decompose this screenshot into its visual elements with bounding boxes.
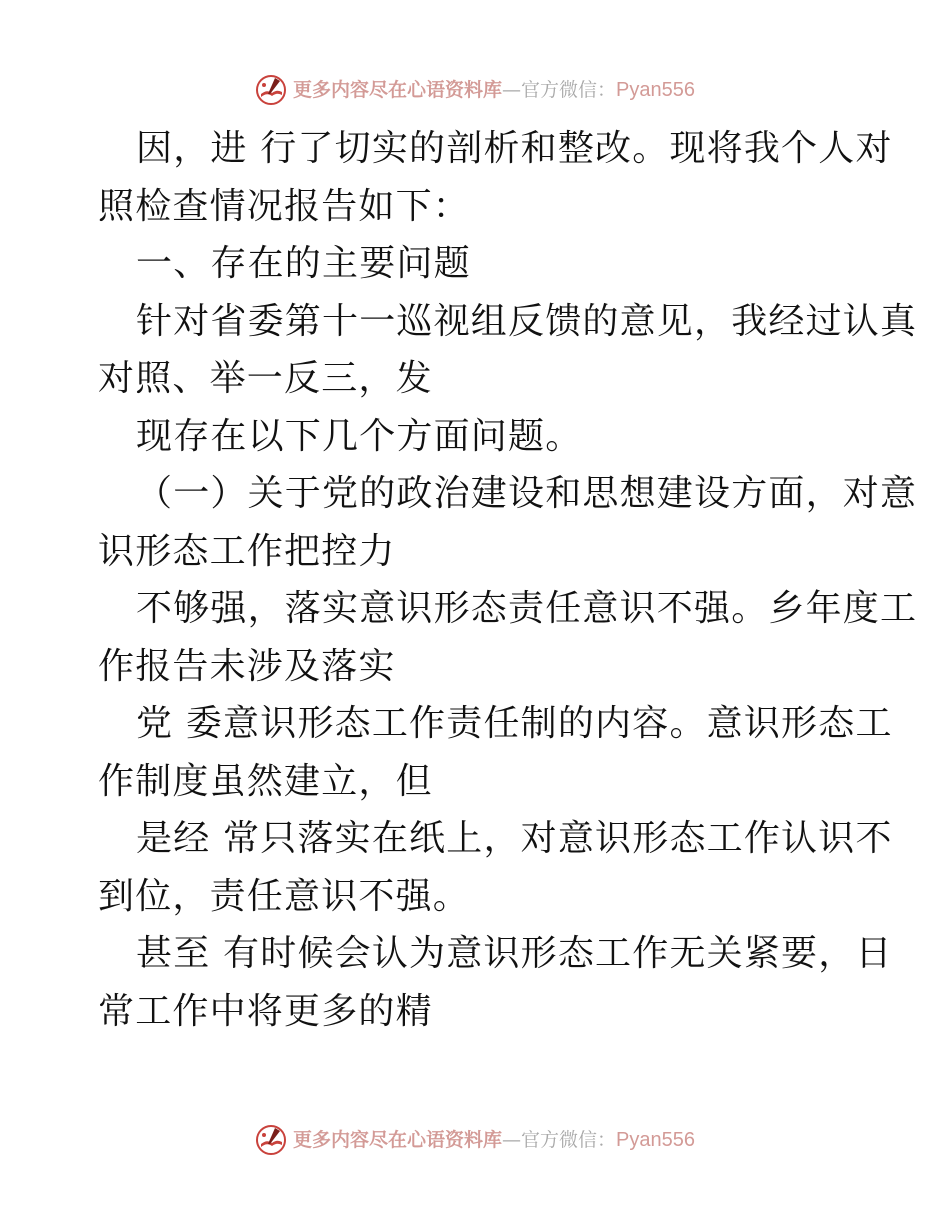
body-line: 现存在以下几个方面问题。 — [136, 415, 583, 457]
section-heading: 一、存在的主要问题 — [136, 243, 471, 284]
banner-text — [293, 1130, 695, 1150]
banner-wechat-label: 官方微信： — [521, 79, 617, 101]
body-line: 因，进 行了切实的剖析和整改。现将我个人对 — [136, 128, 893, 169]
banner-separator: — — [502, 1129, 522, 1151]
banner-wechat-id: Pyan556 — [616, 79, 695, 101]
subsection-heading: （一）关于党的政治建设和思想建设方面，对意 — [136, 473, 918, 514]
body-line: 常工作中将更多的精 — [98, 990, 433, 1032]
body-line: 甚至 有时候会认为意识形态工作无关紧要，日 — [136, 933, 893, 974]
banner-wechat-label: 官方微信： — [521, 1129, 617, 1151]
body-line: 到位，责任意识不强。 — [98, 875, 471, 917]
banner-wechat-id: Pyan556 — [616, 1129, 695, 1151]
body-line: 照检查情况报告如下： — [98, 185, 471, 227]
body-line: 作报告未涉及落实 — [98, 645, 396, 687]
body-line: 对照、举一反三，发 — [98, 358, 433, 399]
book-quill-logo-icon — [255, 74, 287, 106]
banner-text — [293, 80, 695, 100]
banner-separator: — — [502, 79, 522, 101]
footer-watermark-banner — [0, 1120, 950, 1160]
book-quill-logo-icon — [255, 1124, 287, 1156]
document-body — [98, 120, 918, 1040]
banner-brand-text: 更多内容尽在心语资料库 — [293, 1129, 503, 1151]
body-line: 针对省委第十一巡视组反馈的意见，我经过认真 — [136, 300, 918, 342]
body-line: 作制度虽然建立，但 — [98, 760, 433, 802]
banner-brand-text: 更多内容尽在心语资料库 — [293, 79, 503, 101]
header-watermark-banner — [0, 70, 950, 110]
body-line: 是经 常只落实在纸上，对意识形态工作认识不 — [136, 818, 893, 859]
body-line: 识形态工作把控力 — [98, 530, 396, 572]
body-line: 党 委意识形态工作责任制的内容。意识形态工 — [136, 703, 893, 744]
body-line: 不够强，落实意识形态责任意识不强。乡年度工 — [136, 588, 918, 629]
